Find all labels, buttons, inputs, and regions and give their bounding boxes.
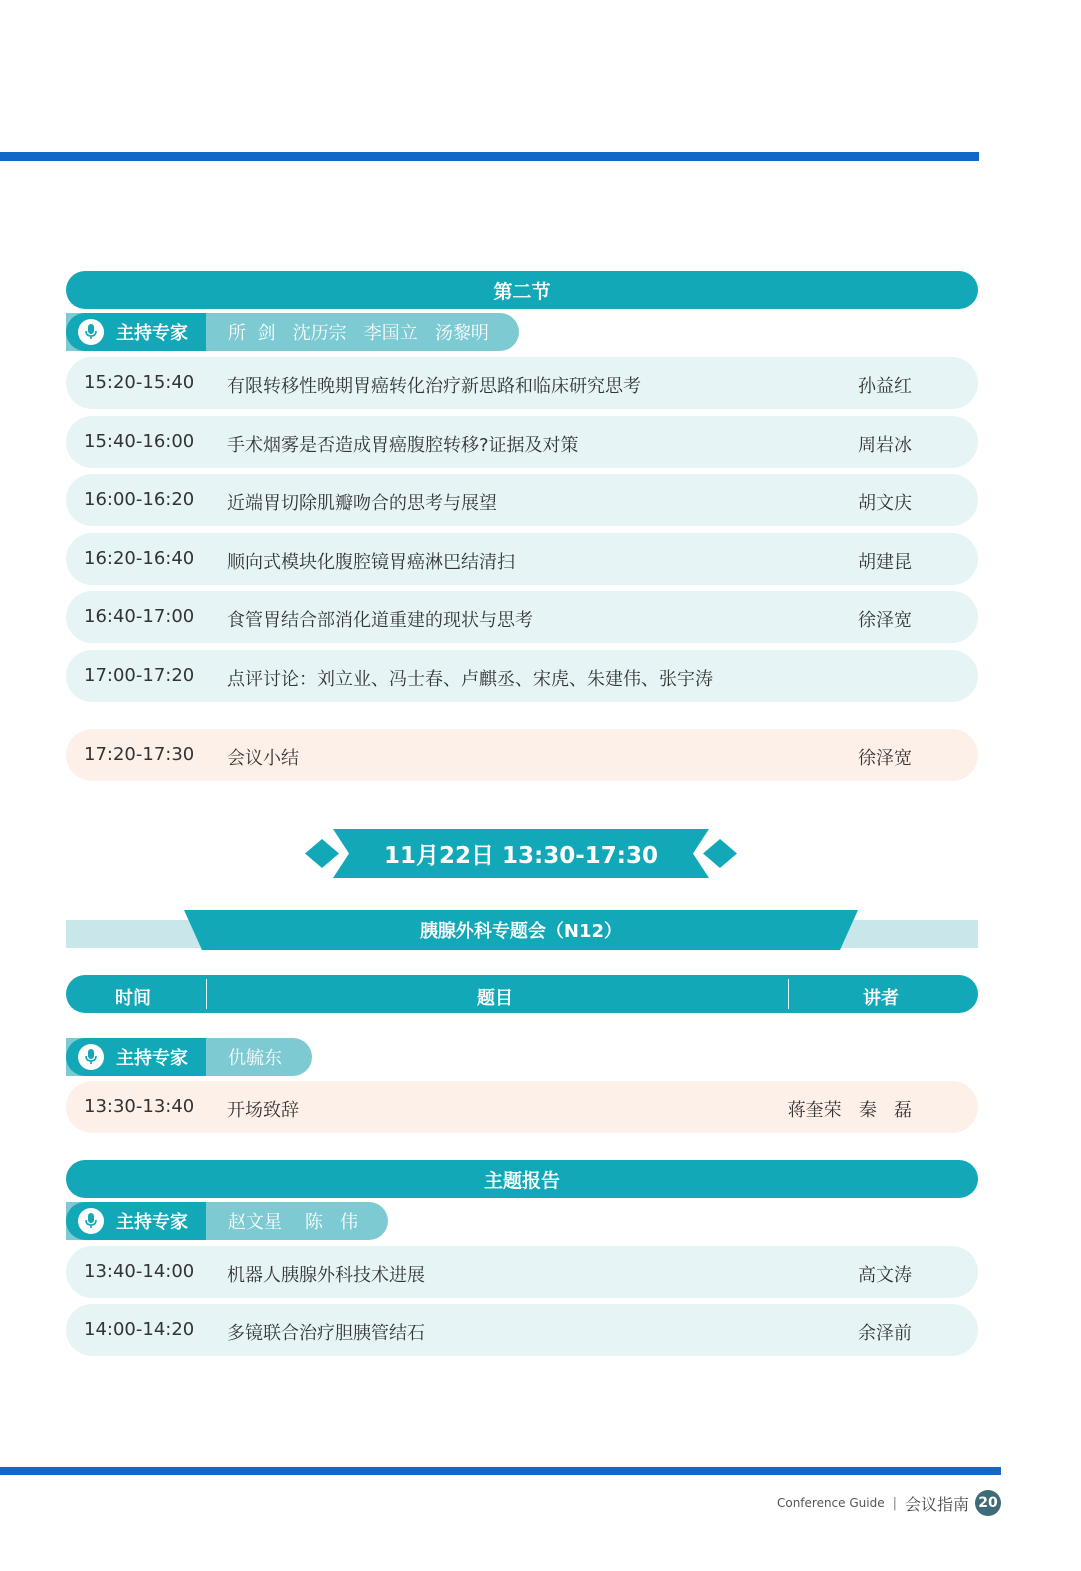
schedule-row xyxy=(66,357,978,409)
section-title-bar xyxy=(66,271,978,309)
row-speaker: 孙益红 xyxy=(858,376,912,397)
row-time: 15:20-15:40 xyxy=(84,372,195,393)
row-speaker: 周岩冰 xyxy=(858,435,912,456)
host-bar xyxy=(66,1202,388,1240)
schedule-row xyxy=(66,591,978,643)
top-blue-rule xyxy=(0,152,979,161)
host-bar xyxy=(66,313,519,351)
footer-chinese: 会议指南 xyxy=(904,1494,969,1514)
host-names: 仇毓东 xyxy=(228,1048,282,1069)
keynote-title-bar xyxy=(66,1160,978,1198)
host-names: 赵文星 陈 伟 xyxy=(228,1212,359,1233)
row-topic: 手术烟雾是否造成胃癌腹腔转移?证据及对策 xyxy=(227,435,579,456)
schedule-row xyxy=(66,1246,978,1298)
microphone-icon xyxy=(78,1208,104,1234)
column-divider xyxy=(206,979,207,1009)
page-footer xyxy=(777,1490,1001,1516)
row-topic: 食管胃结合部消化道重建的现状与思考 xyxy=(227,610,533,631)
schedule-row xyxy=(66,533,978,585)
host-label-box xyxy=(66,1202,206,1240)
host-label-box xyxy=(66,313,206,351)
date-text: 11月22日 13:30-17:30 xyxy=(384,843,658,869)
schedule-row xyxy=(66,416,978,468)
host-label: 主持专家 xyxy=(116,1212,188,1233)
opening-row xyxy=(66,1081,978,1133)
row-time: 17:20-17:30 xyxy=(84,744,195,765)
schedule-row xyxy=(66,650,978,702)
section-title: 第二节 xyxy=(493,280,551,303)
footer-separator: | xyxy=(892,1495,897,1511)
host-names: 所 剑 沈历宗 李国立 汤黎明 xyxy=(228,323,489,344)
footer-english: Conference Guide xyxy=(776,1496,885,1510)
bottom-blue-rule xyxy=(0,1467,1001,1475)
host-label-box xyxy=(66,1038,206,1076)
keynote-title: 主题报告 xyxy=(483,1169,560,1192)
row-topic: 顺向式模块化腹腔镜胃癌淋巴结清扫 xyxy=(227,552,515,573)
row-speaker: 胡建昆 xyxy=(858,552,912,573)
row-speaker: 徐泽宽 xyxy=(858,748,912,769)
host-label: 主持专家 xyxy=(116,1048,188,1069)
row-topic: 点评讨论：刘立业、冯士春、卢麒丞、宋虎、朱建伟、张宇涛 xyxy=(227,669,713,690)
date-banner xyxy=(303,829,739,878)
row-time: 14:00-14:20 xyxy=(84,1319,195,1340)
host-label: 主持专家 xyxy=(116,323,188,344)
host-bar xyxy=(66,1038,312,1076)
row-topic: 有限转移性晚期胃癌转化治疗新思路和临床研究思考 xyxy=(227,376,641,397)
row-time: 16:40-17:00 xyxy=(84,606,195,627)
row-topic: 开场致辞 xyxy=(227,1100,299,1121)
column-header-time: 时间 xyxy=(115,988,151,1009)
row-time: 16:00-16:20 xyxy=(84,489,195,510)
row-time: 13:30-13:40 xyxy=(84,1096,195,1117)
row-topic: 会议小结 xyxy=(227,748,299,769)
page-number: 20 xyxy=(975,1490,1001,1516)
column-header-speaker: 讲者 xyxy=(863,988,899,1009)
summary-row xyxy=(66,729,978,781)
schedule-row xyxy=(66,1304,978,1356)
schedule-row xyxy=(66,474,978,526)
session-banner xyxy=(184,910,858,950)
row-time: 16:20-16:40 xyxy=(84,548,195,569)
row-speaker: 徐泽宽 xyxy=(858,610,912,631)
row-speaker: 蒋奎荣 秦 磊 xyxy=(787,1100,912,1121)
column-header-bar xyxy=(66,975,978,1013)
row-speaker: 胡文庆 xyxy=(858,493,912,514)
microphone-icon xyxy=(78,319,104,345)
row-speaker: 高文涛 xyxy=(858,1265,912,1286)
row-topic: 近端胃切除肌瓣吻合的思考与展望 xyxy=(227,493,497,514)
row-time: 13:40-14:00 xyxy=(84,1261,195,1282)
session-title: 胰腺外科专题会（N12） xyxy=(419,921,623,942)
row-time: 17:00-17:20 xyxy=(84,665,195,686)
column-header-topic: 题目 xyxy=(477,988,513,1009)
column-divider xyxy=(788,979,789,1009)
microphone-icon xyxy=(78,1044,104,1070)
row-topic: 机器人胰腺外科技术进展 xyxy=(227,1265,425,1286)
row-speaker: 余泽前 xyxy=(858,1323,912,1344)
row-topic: 多镜联合治疗胆胰管结石 xyxy=(227,1323,425,1344)
row-time: 15:40-16:00 xyxy=(84,431,195,452)
